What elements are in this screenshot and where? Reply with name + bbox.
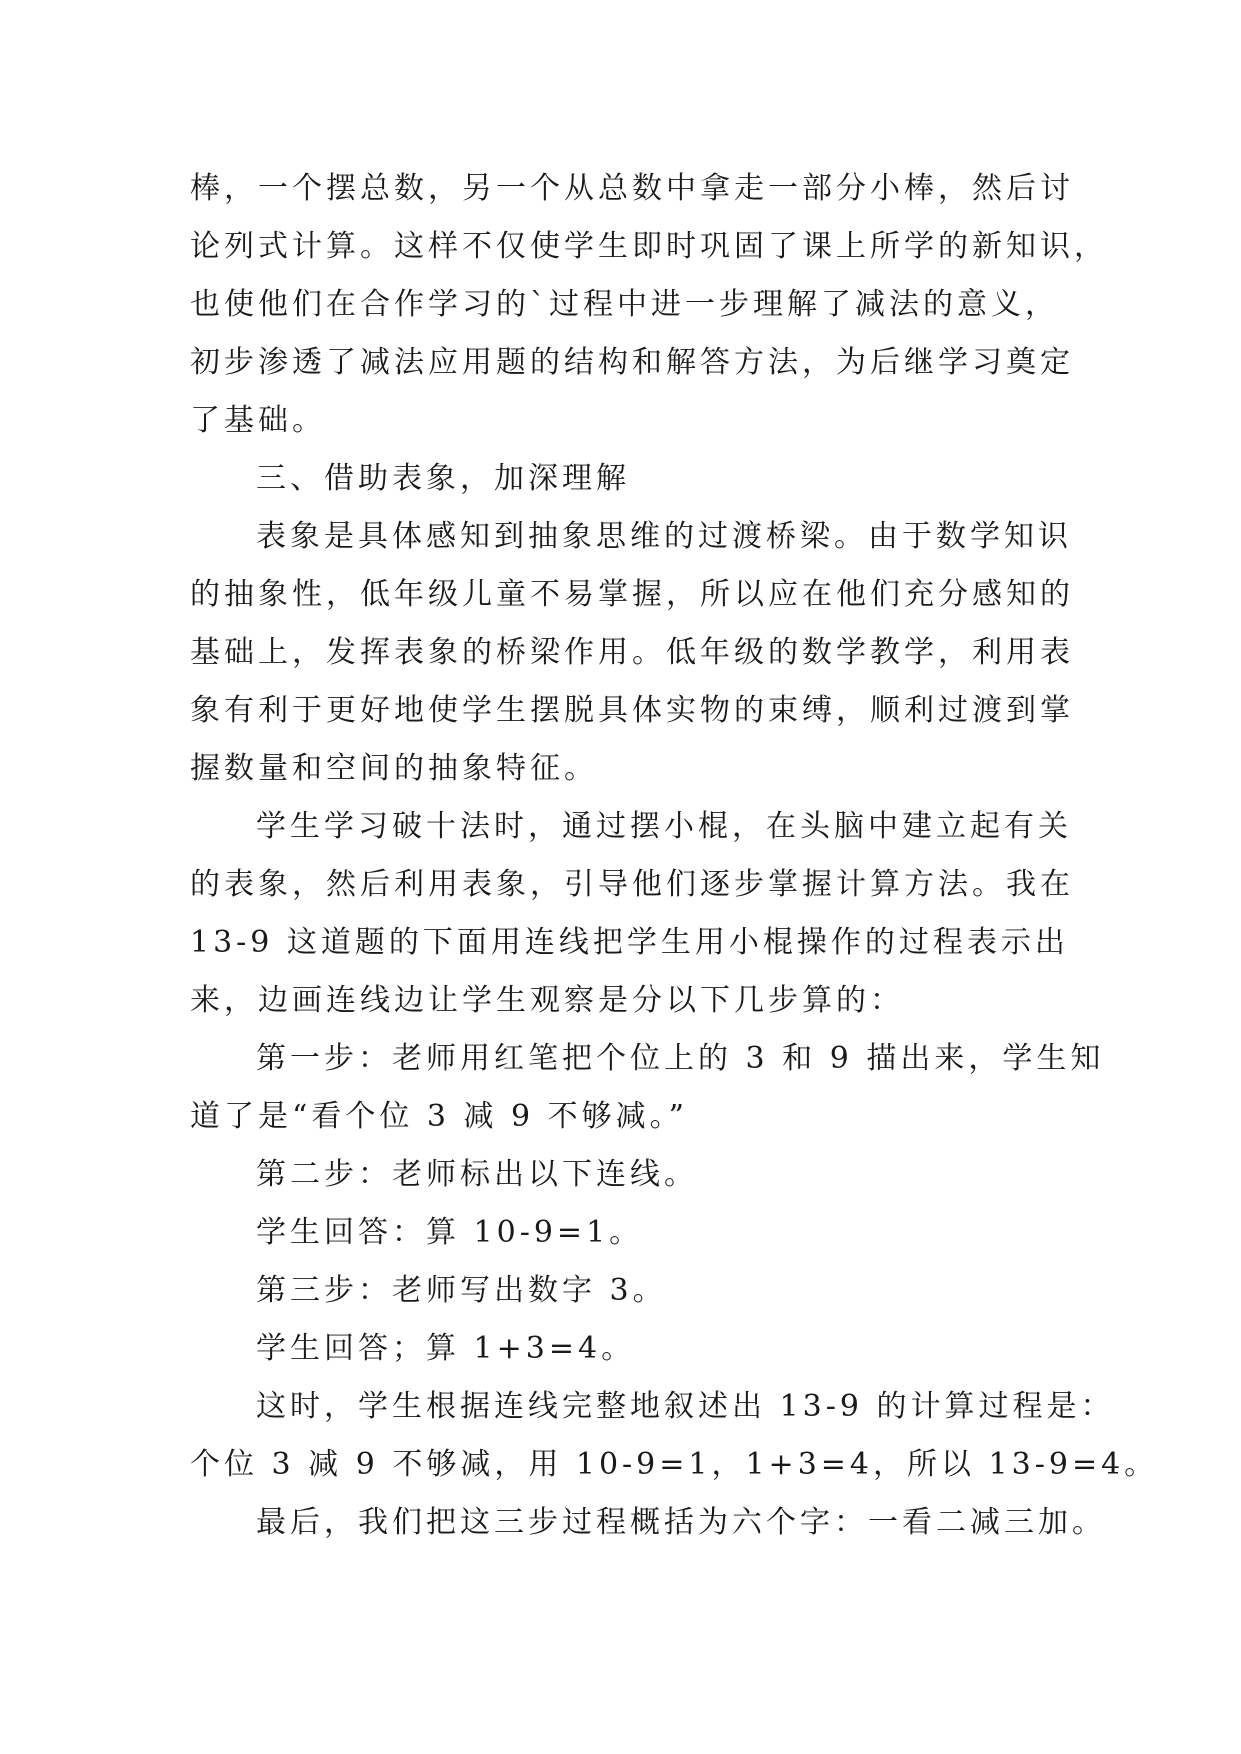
text-line: 初步渗透了减法应用题的结构和解答方法，为后继学习奠定	[190, 345, 1074, 380]
text-line: 个位 3 减 9 不够减，用 10-9=1，1+3=4，所以 13-9=4。	[190, 1447, 1159, 1482]
text-line: 也使他们在合作学习的`过程中进一步理解了减法的意义，	[190, 287, 1059, 322]
text-line: 的表象，然后利用表象，引导他们逐步掌握计算方法。我在	[190, 867, 1074, 902]
text-line: 学生回答；算 1+3=4。	[256, 1331, 636, 1366]
text-line: 来，边画连线边让学生观察是分以下几步算的：	[190, 983, 904, 1018]
text-line: 第三步：老师写出数字 3。	[256, 1273, 667, 1308]
text-line: 13-9 这道题的下面用连线把学生用小棍操作的过程表示出	[190, 925, 1069, 960]
text-line: 握数量和空间的抽象特征。	[190, 751, 598, 786]
text-line: 象有利于更好地使学生摆脱具体实物的束缚，顺利过渡到掌	[190, 693, 1074, 728]
text-line: 第二步：老师标出以下连线。	[256, 1157, 698, 1192]
text-line: 学生学习破十法时，通过摆小棍，在头脑中建立起有关	[256, 809, 1072, 844]
text-line: 道了是“看个位 3 减 9 不够减。”	[190, 1099, 688, 1134]
text-line: 基础上，发挥表象的桥梁作用。低年级的数学教学，利用表	[190, 635, 1074, 670]
text-line: 这时，学生根据连线完整地叙述出 13-9 的计算过程是：	[256, 1389, 1115, 1424]
text-line: 论列式计算。这样不仅使学生即时巩固了课上所学的新知识，	[190, 229, 1108, 264]
text-line: 了基础。	[190, 403, 326, 438]
text-line: 的抽象性，低年级儿童不易掌握，所以应在他们充分感知的	[190, 577, 1074, 612]
text-line: 第一步：老师用红笔把个位上的 3 和 9 描出来，学生知	[256, 1041, 1105, 1076]
text-line: 最后，我们把这三步过程概括为六个字：一看二减三加。	[256, 1505, 1106, 1540]
text-line: 表象是具体感知到抽象思维的过渡桥梁。由于数学知识	[256, 519, 1072, 554]
text-line: 学生回答：算 10-9=1。	[256, 1215, 644, 1250]
text-line: 棒，一个摆总数，另一个从总数中拿走一部分小棒，然后讨	[190, 171, 1074, 206]
body-text	[190, 160, 1159, 1552]
section-heading: 三、借助表象，加深理解	[256, 461, 630, 496]
